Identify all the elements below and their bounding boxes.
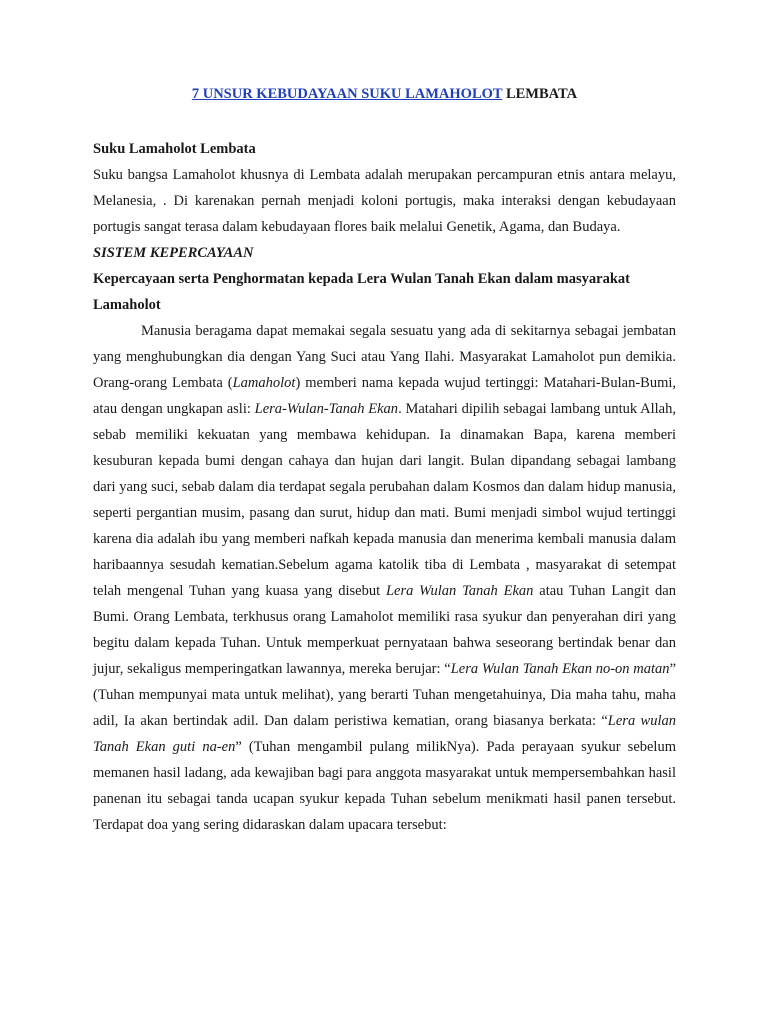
body-italic-2: Lera-Wulan-Tanah Ekan [254, 401, 399, 417]
section-subheading: Kepercayaan serta Penghormatan kepada Lera Wulan Tanah Ekan dalam masyarakat Lamaholot [93, 271, 630, 313]
section-heading: SISTEM KEPERCAYAAN [93, 245, 254, 261]
document-title [93, 84, 676, 104]
subheading: Suku Lamaholot Lembata [93, 141, 256, 157]
body-italic-5: Lera wulan Tanah Ekan guti na-en [93, 713, 676, 755]
body-text-4: atau Tuhan Langit dan Bumi. Orang Lembata, terkhusus orang Lamaholot memiliki rasa syukur dan penyerahan diri yang begitu dalam kepada Tuhan. Untuk memperkuat pernyataan bahwa seseorang bertindak benar dan jujur, sekaligus memperingatkan lawannya, mereka berujar: “ [93, 583, 676, 677]
title-link[interactable]: 7 UNSUR KEBUDAYAAN SUKU LAMAHOLOT [191, 86, 503, 102]
title-suffix: LEMBATA [502, 86, 578, 102]
body-italic-1: Lamaholot [232, 375, 296, 391]
intro-paragraph: Suku bangsa Lamaholot khusnya di Lembata adalah merupakan percampuran etnis antara melayu, Melanesia, . Di karenakan pernah menjadi koloni portugis, maka interaksi dengan kebudayaan portugis sangat terasa dalam kebudayaan flores baik melalui Genetik, Agama, dan Budaya. [93, 167, 676, 235]
body-text-6: ” (Tuhan mengambil pulang milikNya). Pada perayaan syukur sebelum memanen hasil ladang, ada kewajiban bagi para anggota masyarakat untuk mempersembahkan hasil panenan itu sebagai tanda ucapan syukur kepada Tuhan sebelum menikmati hasil panen tersebut. Terdapat doa yang sering didaraskan dalam upacara tersebut: [93, 739, 676, 833]
body-text-1: Manusia beragama dapat memakai segala sesuatu yang ada di sekitarnya sebagai jembatan yang menghubungkan dia dengan Yang Suci atau Yang Ilahi. Masyarakat Lamaholot pun demikia. Orang-orang Lembata ( [93, 323, 676, 391]
body-text-5: ” (Tuhan mempunyai mata untuk melihat), yang berarti Tuhan mengetahuinya, Dia maha tahu, maha adil, Ia akan bertindak adil. Dan dalam peristiwa kematian, orang biasanya berkata: “ [93, 661, 676, 729]
body-text-2: ) memberi nama kepada wujud tertinggi: Matahari-Bulan-Bumi, atau dengan ungkapan asli: [93, 375, 676, 417]
body-text-3: . Matahari dipilih sebagai lambang untuk Allah, sebab memiliki kekuatan yang membawa kehidupan. Ia dinamakan Bapa, karena memberi kesuburan kepada bumi dengan cahaya dan hujan dari langit. Bulan dipandang sebagai lambang dari yang suci, sebab dalam dia terdapat segala perubahan dalam Kosmos dan dalam hidup manusia, seperti pergantian musim, pasang dan surut, hidup dan mati. Bumi menjadi simbol wujud tertinggi karena dia adalah ibu yang memberi nafkah kepada manusia dan menerima kembali manusia dalam haribaannya sesudah kematian.Sebelum agama katolik tiba di Lembata , masyarakat di setempat telah mengenal Tuhan yang kuasa yang disebut [93, 401, 676, 599]
body-italic-4: Lera Wulan Tanah Ekan no-on matan [450, 661, 670, 677]
body-italic-3: Lera Wulan Tanah Ekan [385, 583, 534, 599]
body-paragraph [93, 318, 676, 838]
